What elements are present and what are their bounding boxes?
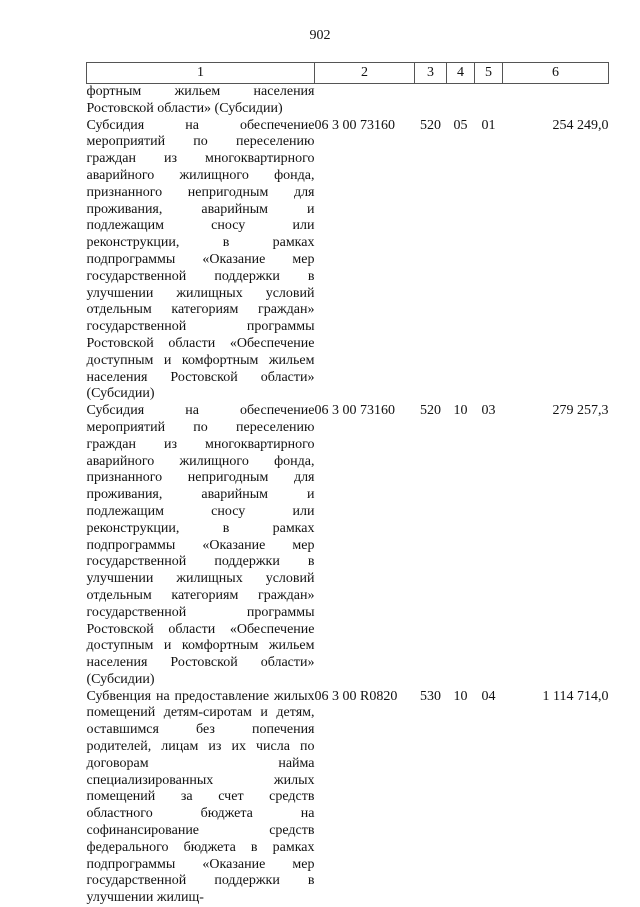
row-amount: 254 249,0: [552, 117, 609, 133]
row-subsection: 03: [481, 403, 496, 419]
row-target-code: 06 3 00 73160: [314, 117, 395, 133]
row-section: [447, 84, 475, 118]
column-header-2: 2: [315, 63, 415, 84]
column-header-3: 3: [415, 63, 447, 84]
table-row: [87, 403, 609, 689]
row-section: 10: [453, 403, 468, 419]
row-amount: 1 114 714,0: [542, 688, 609, 704]
row-target-code: 06 3 00 R0820: [314, 688, 398, 704]
row-expense-type: [415, 84, 447, 118]
row-subsection: [475, 84, 503, 118]
column-header-5: 5: [475, 63, 503, 84]
table-row: [87, 84, 609, 118]
row-target-code: 06 3 00 73160: [314, 403, 395, 419]
row-amount: 279 257,3: [552, 403, 609, 419]
row-expense-type: 520: [420, 403, 441, 419]
row-name: Субсидия на обеспечение мероприятий по переселению граждан из многоквартирного аварийного жилищного фонда, признанного непригодным для проживания, аварийным и подлежащим сносу или реконструкции, в рамках подпрограммы «Оказание мер государственной поддержки в улучшении жилищных условий отдельным категориям граждан» государственной программы Ростовской области «Обеспечение доступным и комфортным жильем населения Ростовской области» (Субсидии): [86, 403, 315, 687]
row-name: Субсидия на обеспечение мероприятий по переселению граждан из многоквартирного аварийного жилищного фонда, признанного непригодным для проживания, аварийным и подлежащим сносу или реконструкции, в рамках подпрограммы «Оказание мер государственной поддержки в улучшении жилищных условий отдельным категориям граждан» государственной программы Ростовской области «Обеспечение доступным и комфортным жильем населения Ростовской области» (Субсидии): [86, 117, 315, 402]
page-number: 902: [309, 28, 331, 43]
column-header-6: 6: [503, 63, 609, 84]
row-subsection: 01: [481, 117, 496, 133]
row-section: 10: [453, 688, 468, 704]
row-expense-type: 520: [420, 117, 441, 133]
row-amount: [503, 84, 609, 118]
table-row: [87, 118, 609, 404]
row-expense-type: 530: [420, 688, 441, 704]
column-header-4: 4: [447, 63, 475, 84]
table-header-row: [87, 63, 609, 84]
budget-table: [86, 62, 609, 907]
row-section: 05: [453, 117, 468, 133]
row-subsection: 04: [481, 688, 496, 704]
row-name: Субвенция на предоставление жилых помещений детям-сиротам и детям, оставшимся без попечения родителей, лицам из их числа по договорам найма специализированных жилых помещений за счет средств областного бюджета на софинансирование средств федерального бюджета в рамках подпрограммы «Оказание мер государственной поддержки в улучшении жилищ-: [86, 688, 315, 906]
column-header-1: 1: [87, 63, 315, 84]
table-row: [87, 689, 609, 907]
row-target-code: [315, 84, 415, 118]
row-name: фортным жильем населения Ростовской области» (Субсидии): [86, 84, 315, 116]
